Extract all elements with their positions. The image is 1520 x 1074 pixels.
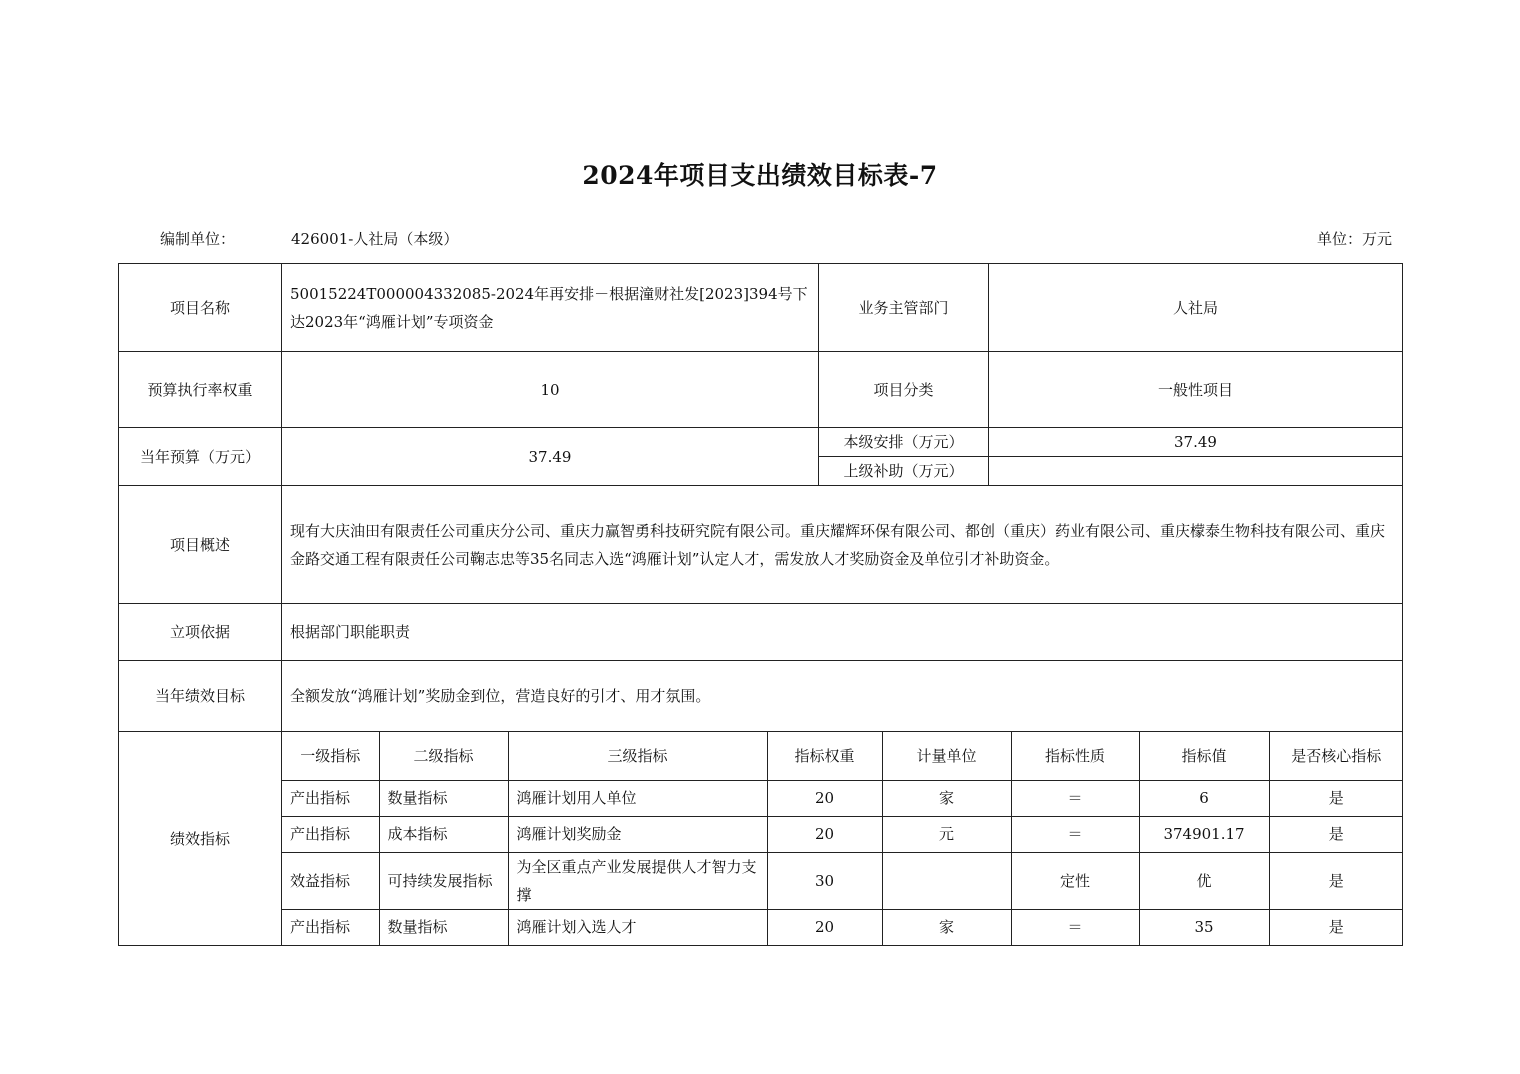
row-nature: 定性	[1011, 852, 1139, 909]
header-unit: 计量单位	[882, 732, 1011, 780]
header-core: 是否核心指标	[1269, 732, 1403, 780]
row-weight: 20	[767, 780, 882, 816]
indicators-table	[282, 732, 1403, 945]
table-row	[282, 780, 1403, 816]
project-name-value: 50015224T000004332085-2024年再安排－根据潼财社发[2023]394号下达2023年“鸿雁计划”专项资金	[282, 264, 819, 352]
row-level1: 产出指标	[282, 816, 379, 852]
header-level1: 一级指标	[282, 732, 379, 780]
weight-label: 预算执行率权重	[119, 352, 282, 428]
row-level2: 成本指标	[379, 816, 508, 852]
row-value: 35	[1139, 909, 1269, 945]
dept-value: 人社局	[989, 264, 1403, 352]
row-value: 6	[1139, 780, 1269, 816]
row-level2: 数量指标	[379, 909, 508, 945]
indicators-header-row	[282, 732, 1403, 780]
overview-value: 现有大庆油田有限责任公司重庆分公司、重庆力赢智勇科技研究院有限公司。重庆耀辉环保有限公司、都创（重庆）药业有限公司、重庆檬泰生物科技有限公司、重庆金路交通工程有限责任公司鞠志忠等35名同志入选“鸿雁计划”认定人才，需发放人才奖励资金及单位引才补助资金。	[282, 486, 1403, 604]
local-budget-label: 本级安排（万元）	[819, 428, 989, 457]
header-weight: 指标权重	[767, 732, 882, 780]
row-core: 是	[1269, 852, 1403, 909]
local-budget-value: 37.49	[989, 428, 1403, 457]
row-core: 是	[1269, 909, 1403, 945]
table-row	[282, 909, 1403, 945]
row-nature: ＝	[1011, 816, 1139, 852]
performance-table	[118, 263, 1403, 946]
row-value: 374901.17	[1139, 816, 1269, 852]
row-unit: 家	[882, 909, 1011, 945]
basis-value: 根据部门职能职责	[282, 604, 1403, 661]
dept-label: 业务主管部门	[819, 264, 989, 352]
budget-value: 37.49	[282, 428, 819, 486]
row-level2: 数量指标	[379, 780, 508, 816]
row-unit: 家	[882, 780, 1011, 816]
header-level2: 二级指标	[379, 732, 508, 780]
org-label: 编制单位：	[160, 230, 236, 248]
indicators-cell	[282, 732, 1403, 946]
row-nature: ＝	[1011, 909, 1139, 945]
row-weight: 20	[767, 816, 882, 852]
row-level3: 鸿雁计划用人单位	[508, 780, 767, 816]
row-core: 是	[1269, 780, 1403, 816]
row-level2: 可持续发展指标	[379, 852, 508, 909]
budget-label: 当年预算（万元）	[119, 428, 282, 486]
goal-label: 当年绩效目标	[119, 661, 282, 732]
row-level1: 产出指标	[282, 909, 379, 945]
row-weight: 20	[767, 909, 882, 945]
weight-value: 10	[282, 352, 819, 428]
row-value: 优	[1139, 852, 1269, 909]
header-nature: 指标性质	[1011, 732, 1139, 780]
header-level3: 三级指标	[508, 732, 767, 780]
category-label: 项目分类	[819, 352, 989, 428]
row-level3: 为全区重点产业发展提供人才智力支撑	[508, 852, 767, 909]
superior-budget-label: 上级补助（万元）	[819, 457, 989, 486]
row-unit: 元	[882, 816, 1011, 852]
unit-label: 单位：万元	[1316, 230, 1392, 248]
indicators-label: 绩效指标	[119, 732, 282, 946]
overview-label: 项目概述	[119, 486, 282, 604]
row-nature: ＝	[1011, 780, 1139, 816]
row-unit	[882, 852, 1011, 909]
goal-value: 全额发放“鸿雁计划”奖励金到位，营造良好的引才、用才氛围。	[282, 661, 1403, 732]
row-level1: 效益指标	[282, 852, 379, 909]
project-name-label: 项目名称	[119, 264, 282, 352]
table-row	[282, 816, 1403, 852]
row-level1: 产出指标	[282, 780, 379, 816]
basis-label: 立项依据	[119, 604, 282, 661]
page-title: 2024年项目支出绩效目标表-7	[582, 161, 938, 190]
row-level3: 鸿雁计划入选人才	[508, 909, 767, 945]
row-level3: 鸿雁计划奖励金	[508, 816, 767, 852]
category-value: 一般性项目	[989, 352, 1403, 428]
table-row	[282, 852, 1403, 909]
row-weight: 30	[767, 852, 882, 909]
org-value: 426001-人社局（本级）	[291, 230, 459, 248]
header-value: 指标值	[1139, 732, 1269, 780]
row-core: 是	[1269, 816, 1403, 852]
superior-budget-value	[989, 457, 1403, 486]
